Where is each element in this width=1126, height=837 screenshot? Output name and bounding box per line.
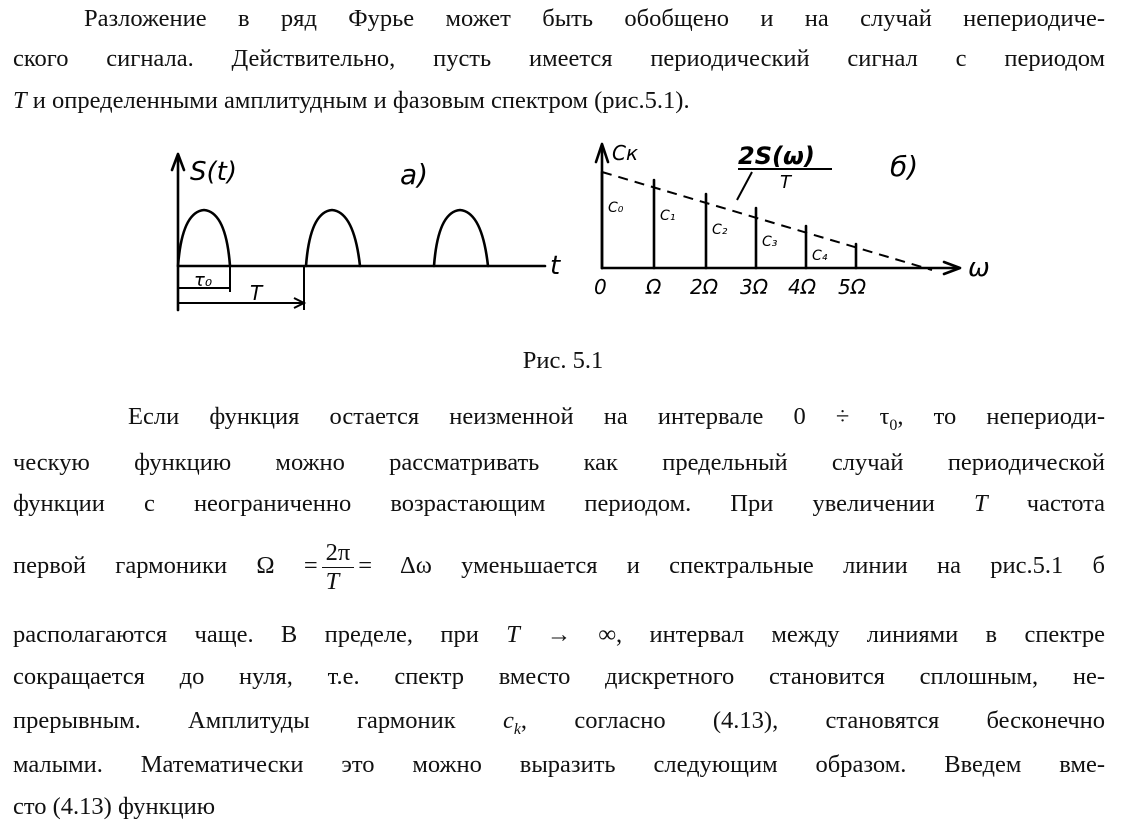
figure-caption: Рис. 5.1 bbox=[522, 347, 604, 374]
omega-den: T bbox=[325, 567, 340, 595]
omega-fraction bbox=[322, 539, 355, 596]
label-c0: C₀ bbox=[608, 200, 624, 216]
p2-l1-text-a: Если функция остается неизменной на интервале bbox=[128, 403, 764, 430]
label-c1: C₁ bbox=[660, 208, 676, 224]
label-t: t bbox=[550, 251, 561, 281]
ck-sub: k bbox=[513, 721, 521, 738]
p2-line9: сто (4.13) функцию bbox=[13, 793, 216, 820]
figure-panel-b bbox=[592, 136, 1002, 306]
p2-line7 bbox=[13, 706, 1105, 739]
p2-l4-text-a: первой гармоники bbox=[13, 552, 228, 579]
p2-l5-math-group bbox=[506, 621, 1105, 648]
envelope-pointer bbox=[737, 172, 752, 200]
p2-l1-math bbox=[793, 403, 1106, 434]
label-c3: C₃ bbox=[762, 234, 778, 250]
label-envelope-den: T bbox=[780, 172, 791, 193]
p2-l1-text-b: , то непериоди- bbox=[897, 403, 1106, 430]
label-c2: C₂ bbox=[712, 222, 728, 238]
figure-panel-a bbox=[160, 140, 580, 320]
label-omega-axis: ω bbox=[968, 253, 990, 283]
label-envelope-num: 2S(ω) bbox=[738, 142, 815, 170]
p2-l3-text-b: частота bbox=[1026, 490, 1106, 517]
ck-group bbox=[502, 707, 1106, 738]
p2-line6: сокращается до нуля, т.е. спектр вместо дискретного становится сплошным, не- bbox=[13, 663, 1105, 690]
envelope bbox=[602, 172, 932, 270]
p1-line1: Разложение в ряд Фурье может быть обобщено и на случай непериодиче- bbox=[84, 5, 1105, 32]
p2-l5-text-a: располагаются чаще. В пределе, при bbox=[13, 621, 479, 648]
tick-5: 5Ω bbox=[838, 275, 867, 299]
tick-1: Ω bbox=[646, 275, 662, 299]
p2-line1 bbox=[128, 402, 1105, 435]
p2-l7-text-a: прерывным. Амплитуды гармоник bbox=[13, 707, 456, 734]
p2-line3 bbox=[13, 489, 1105, 519]
var-T: T bbox=[13, 87, 27, 114]
p1-line3-text: и определенными амплитудным и фазовым спектром (рис.5.1). bbox=[32, 87, 690, 114]
p2-l3-var: T bbox=[974, 490, 988, 517]
pulse-1 bbox=[178, 210, 230, 266]
omega-num: 2π bbox=[322, 539, 355, 568]
p2-line5 bbox=[13, 620, 1105, 650]
label-a: а) bbox=[400, 158, 429, 191]
label-tau0: τ₀ bbox=[194, 270, 213, 291]
p2-l4-text-b: уменьшается и спектральные линии на рис.5.1 б bbox=[461, 552, 1105, 579]
interval-sub: 0 bbox=[889, 417, 898, 434]
tick-2: 2Ω bbox=[690, 275, 719, 299]
interval-expr: 0 ÷ τ bbox=[793, 403, 890, 430]
tick-4: 4Ω bbox=[788, 275, 817, 299]
omega-formula bbox=[256, 538, 432, 595]
ck-symbol: c bbox=[502, 707, 514, 734]
p2-line4 bbox=[13, 536, 1105, 596]
p1-line2: ского сигнала. Действительно, пусть имеется периодический сигнал с периодом bbox=[13, 45, 1105, 72]
pulse-2 bbox=[306, 210, 360, 266]
p2-l7-text-b: , согласно (4.13), становятся бесконечно bbox=[520, 707, 1106, 734]
p2-line8: малыми. Математически это можно выразить следующим образом. Введем вме- bbox=[13, 751, 1105, 778]
label-b: б) bbox=[890, 150, 919, 183]
tick-0: 0 bbox=[594, 275, 607, 299]
pulse-3 bbox=[434, 210, 488, 266]
p2-l3-text-a: функции с неограниченно возрастающим периодом. При увеличении bbox=[13, 490, 935, 517]
limit-expr: T → ∞ bbox=[506, 621, 617, 648]
label-s-t: S(t) bbox=[190, 157, 237, 187]
label-period: T bbox=[250, 281, 263, 305]
omega-lhs: Ω = bbox=[256, 552, 318, 579]
omega-rhs: = Δω bbox=[358, 552, 432, 579]
tick-3: 3Ω bbox=[740, 275, 769, 299]
label-ck: Cк bbox=[612, 141, 639, 165]
p2-line2: ческую функцию можно рассматривать как предельный случай периодической bbox=[13, 449, 1105, 476]
p2-l5-text-b: , интервал между линиями в спектре bbox=[616, 621, 1106, 648]
label-c4: C₄ bbox=[812, 248, 828, 264]
p1-line3 bbox=[13, 86, 1105, 116]
